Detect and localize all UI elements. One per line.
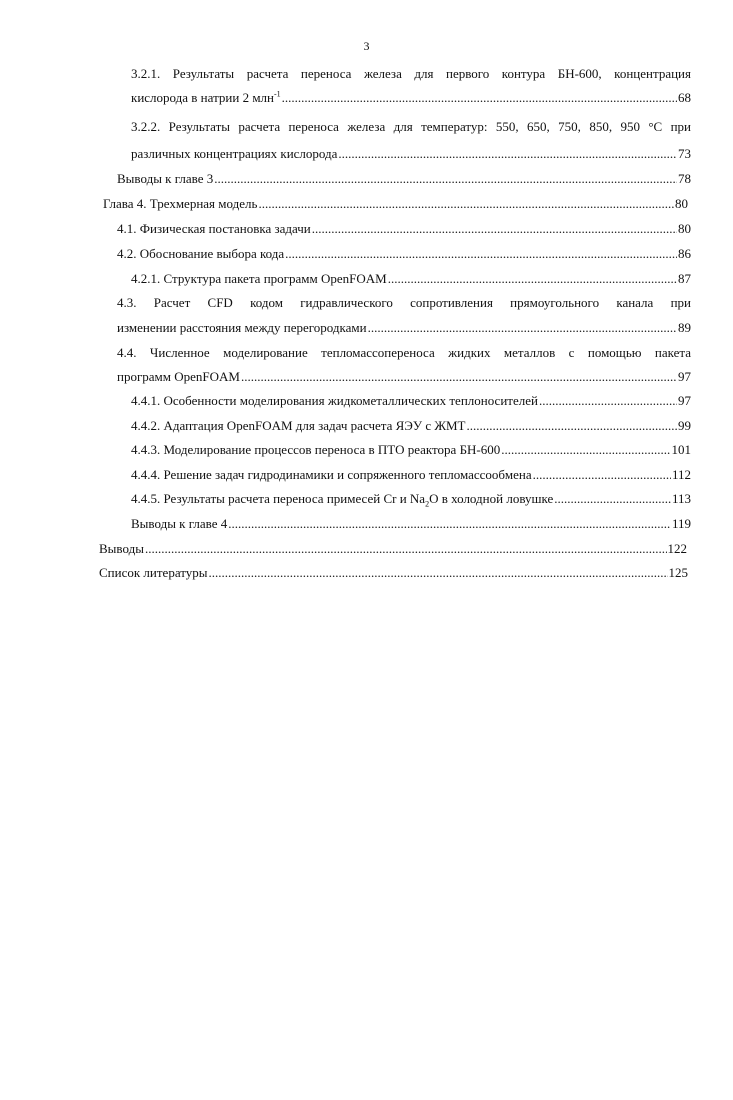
leader-dots <box>209 564 668 581</box>
toc-entry-chapter4-conclusions[interactable] <box>131 515 691 532</box>
leader-dots <box>539 392 677 409</box>
toc-entry-4-4-cont[interactable] <box>117 368 691 385</box>
toc-entry-title: 4.4.3. Моделирование процессов переноса в ПТО реактора БН-600 <box>131 442 501 457</box>
toc-entry-4-4-2[interactable] <box>131 417 691 434</box>
toc-entry-3-2-1-cont[interactable] <box>131 89 691 106</box>
toc-entry-references[interactable] <box>99 564 688 581</box>
leader-dots <box>241 368 677 385</box>
toc-page-number: 113 <box>671 491 691 506</box>
leader-dots <box>467 417 678 434</box>
toc-entry-4-4-1[interactable] <box>131 392 691 409</box>
toc-entry-3-2-2-cont[interactable] <box>131 145 691 162</box>
leader-dots <box>228 515 671 532</box>
leader-dots <box>368 319 677 336</box>
toc-entry-title-line1: 4.4. Численное моделирование тепломассопереноса жидких металлов с помощью пакета <box>117 345 691 360</box>
toc-entry-4-4[interactable] <box>117 344 691 361</box>
toc-page-number: 119 <box>671 516 691 531</box>
toc-entry-title: Выводы к главе 3 <box>117 171 214 186</box>
leader-dots <box>554 490 671 507</box>
leader-dots <box>214 170 677 187</box>
toc-page-number: 89 <box>678 320 691 335</box>
toc-entry-title-line2: различных концентрациях кислорода <box>131 146 338 161</box>
toc-entry-title: Список литературы <box>99 565 208 580</box>
toc-entry-chapter4[interactable] <box>103 195 688 212</box>
toc-page-number: 97 <box>678 393 691 408</box>
toc-entry-title-line2: кислорода в натрии 2 млн$^{-1}$ <box>131 89 281 105</box>
leader-dots <box>312 220 677 237</box>
toc-entry-4-4-5[interactable] <box>131 490 691 507</box>
toc-entry-4-3-cont[interactable] <box>117 319 691 336</box>
toc-entry-title: 4.4.5. Результаты расчета переноса примесей Cr и $Na_2O$ в холодной ловушке <box>131 491 554 509</box>
toc-entry-title-line1: 3.2.1. Результаты расчета переноса железа для первого контура БН-600, концентрация <box>131 66 691 81</box>
toc-entry-title: 4.1. Физическая постановка задачи <box>117 221 311 236</box>
toc-entry-title: 4.2. Обоснование выбора кода <box>117 246 285 261</box>
leader-dots <box>145 540 667 557</box>
toc-entry-title: 4.4.1. Особенности моделирования жидкометаллических теплоносителей <box>131 393 538 408</box>
leader-dots <box>388 270 677 287</box>
toc-page-number: 86 <box>678 246 691 261</box>
toc-entry-3-2-1[interactable] <box>131 65 691 82</box>
leader-dots <box>282 89 677 106</box>
toc-page-number: 73 <box>678 146 691 161</box>
toc-page-number: 122 <box>667 541 687 556</box>
leader-dots <box>258 195 674 212</box>
toc-entry-4-2-1[interactable] <box>131 270 691 287</box>
toc-page-number: 87 <box>678 271 691 286</box>
toc-page-number: 68 <box>678 90 691 105</box>
toc-entry-title: 4.4.4. Решение задач гидродинамики и сопряженного тепломассообмена <box>131 467 532 482</box>
page-number: 3 <box>363 39 370 53</box>
toc-page-number: 99 <box>678 418 691 433</box>
toc-entry-4-4-3[interactable] <box>131 441 691 458</box>
toc-entry-conclusions[interactable] <box>99 540 687 557</box>
toc-entry-title: Выводы к главе 4 <box>131 516 228 531</box>
toc-entry-title: Глава 4. Трехмерная модель <box>103 196 258 211</box>
toc-page-number: 80 <box>678 221 691 236</box>
toc-entry-4-1[interactable] <box>117 220 691 237</box>
toc-entry-title-line2: программ OpenFOAM <box>117 369 240 384</box>
leader-dots <box>338 145 677 162</box>
toc-entry-4-3[interactable] <box>117 294 691 311</box>
toc-entry-4-4-4[interactable] <box>131 466 691 483</box>
toc-page-number: 80 <box>675 196 688 211</box>
toc-entry-chapter3-conclusions[interactable] <box>117 170 691 187</box>
toc-entry-title: Выводы <box>99 541 144 556</box>
leader-dots <box>501 441 670 458</box>
toc-entry-title-line1: 4.3. Расчет CFD кодом гидравлического сопротивления прямоугольного канала при <box>117 295 691 310</box>
toc-entry-title-line1: 3.2.2. Результаты расчета переноса железа для температур: 550, 650, 750, 850, 950 °С при <box>131 119 691 134</box>
leader-dots <box>285 245 677 262</box>
toc-page-number: 78 <box>678 171 691 186</box>
leader-dots <box>533 466 671 483</box>
toc-page-number: 112 <box>671 467 691 482</box>
toc-entry-title: 4.4.2. Адаптация OpenFOAM для задач расчета ЯЭУ с ЖМТ <box>131 418 466 433</box>
toc-page-number: 97 <box>678 369 691 384</box>
toc-entry-4-2[interactable] <box>117 245 691 262</box>
toc-page-number: 125 <box>668 565 688 580</box>
toc-entry-title: 4.2.1. Структура пакета программ OpenFOAM <box>131 271 387 286</box>
toc-entry-title-line2: изменении расстояния между перегородками <box>117 320 367 335</box>
toc-page-number: 101 <box>671 442 691 457</box>
toc-entry-3-2-2[interactable] <box>131 118 691 135</box>
